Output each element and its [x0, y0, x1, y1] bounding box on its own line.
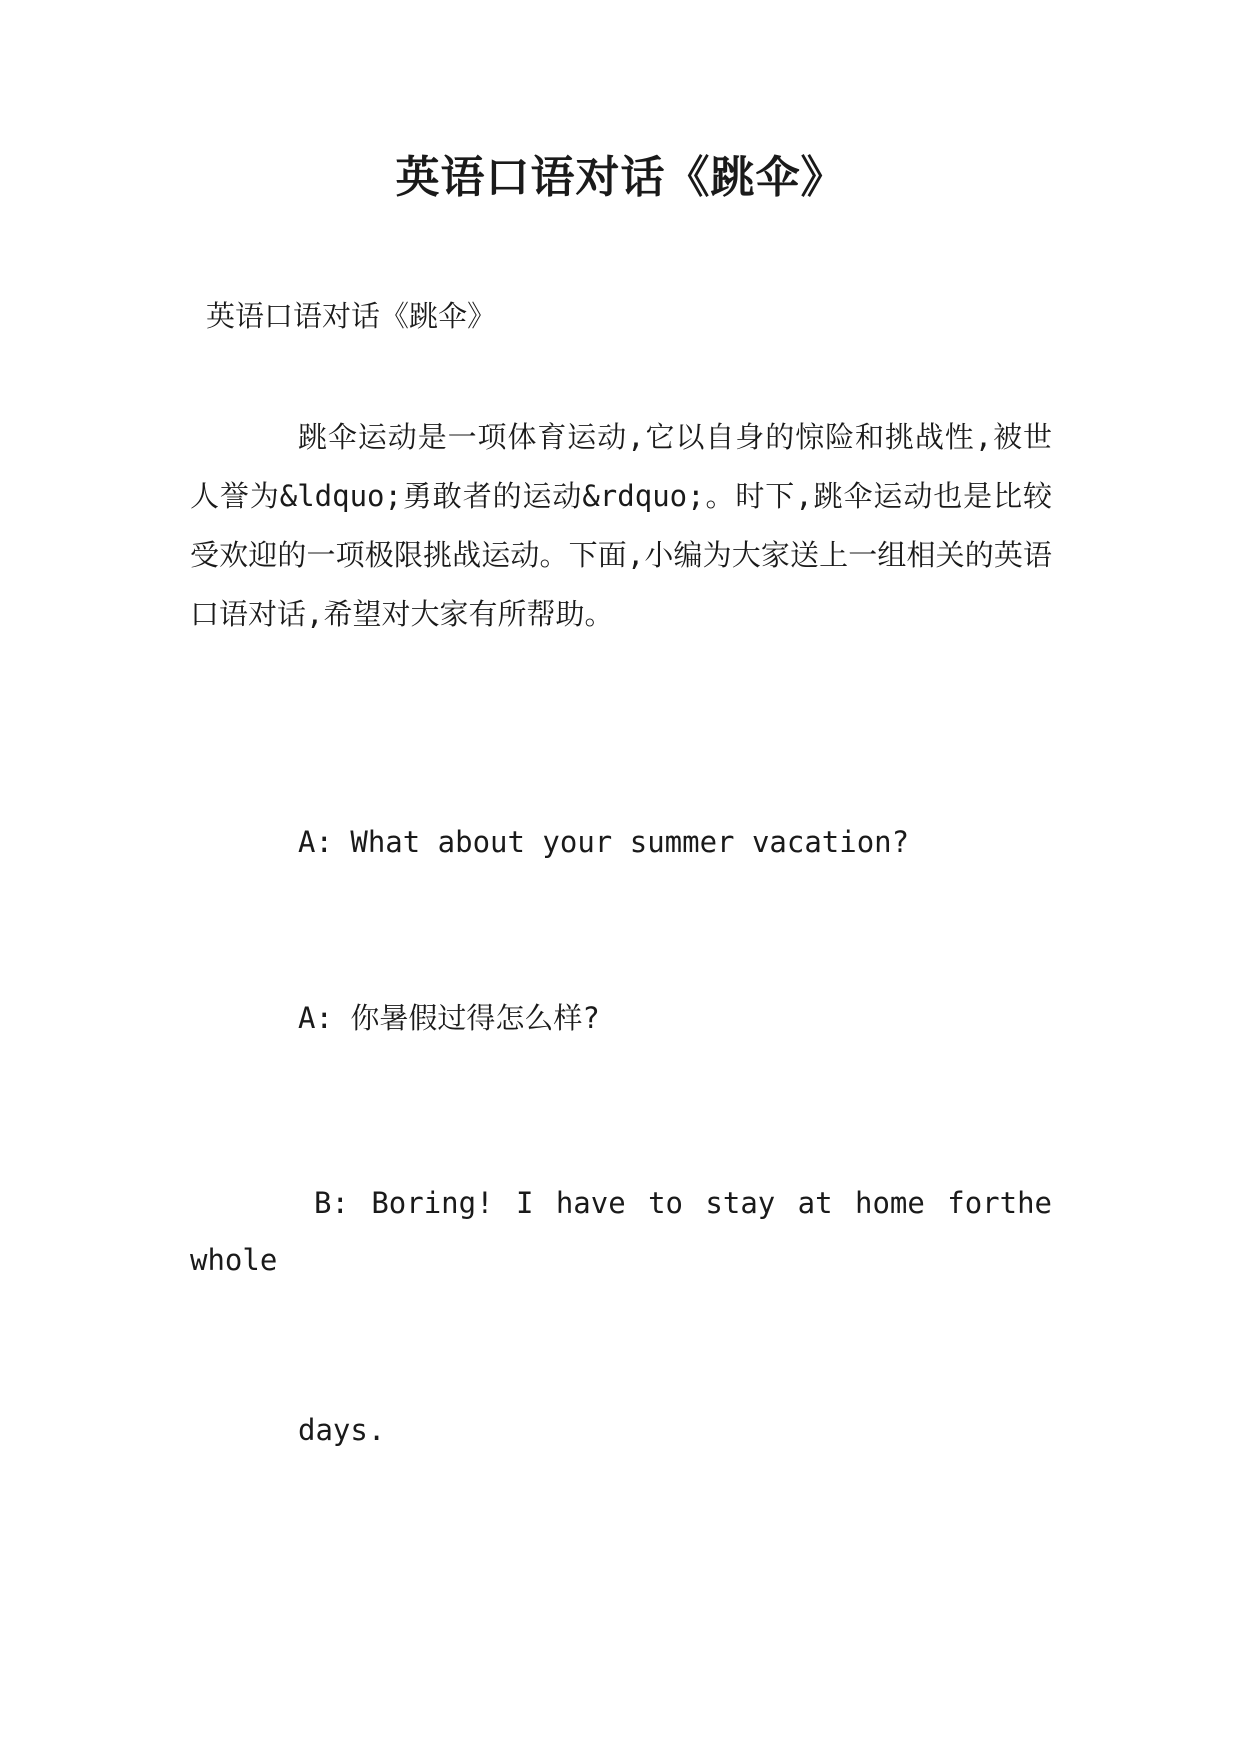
dialogue-line-b-continuation: whole [190, 1243, 278, 1277]
dialogue-line-a-english: A: What about your summer vacation? [298, 825, 910, 859]
dialogue-line-b-days: days. [298, 1413, 386, 1447]
document-subtitle: 英语口语对话《跳伞》 [206, 299, 497, 333]
page-title: 英语口语对话《跳伞》 [395, 152, 846, 203]
intro-paragraph: 跳伞运动是一项体育运动,它以自身的惊险和挑战性,被世人誉为&ldquo;勇敢者的运动&rdquo;。时下,跳伞运动也是比较受欢迎的一项极限挑战运动。下面,小编为大家送上一组相关的英语口语对话,希望对大家有所帮助。 [190, 420, 1052, 631]
dialogue-line-b-english: B: Boring! I have to stay at home forthe [314, 1186, 1052, 1220]
dialogue-line-a-chinese: A: 你暑假过得怎么样? [298, 1001, 600, 1035]
